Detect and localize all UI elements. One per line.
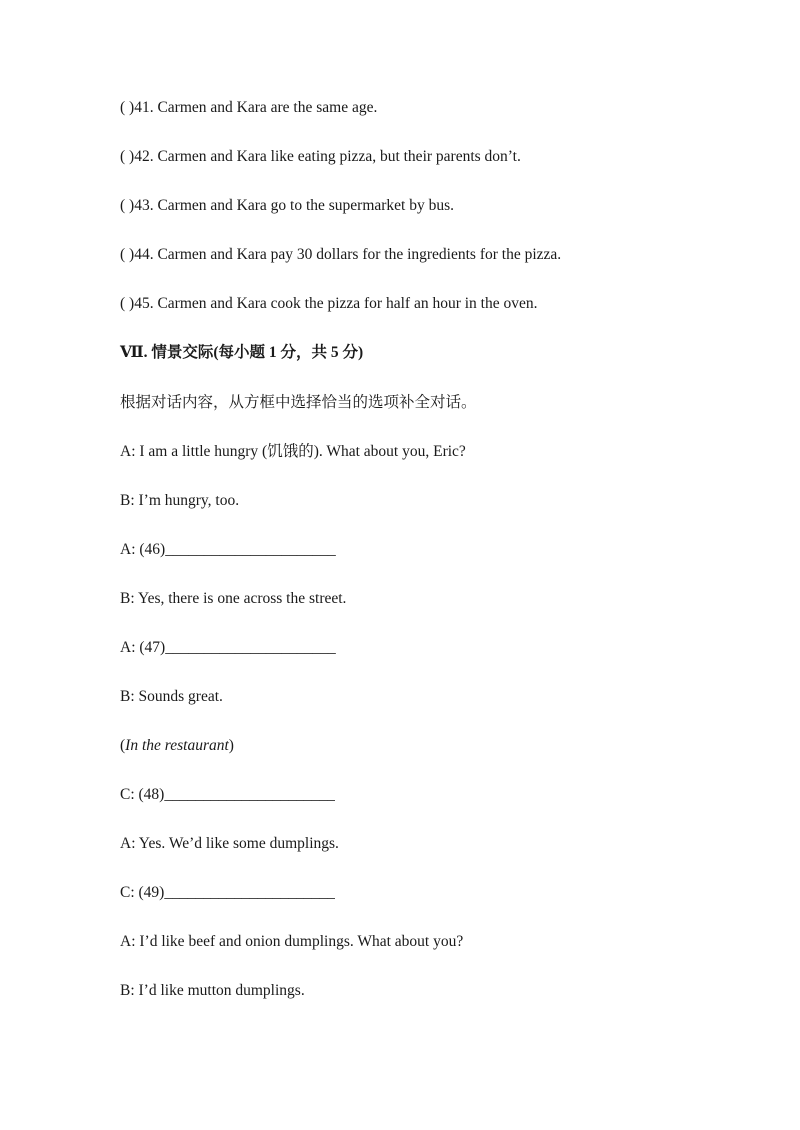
scene-open-paren: ( bbox=[120, 737, 126, 754]
question-text: Carmen and Kara pay 30 dollars for the ingredients for the pizza. bbox=[157, 246, 562, 263]
dialogue-blank-49: C: (49)______________________ bbox=[120, 884, 335, 901]
question-45 bbox=[120, 294, 537, 314]
dialogue-line-12: B: I’d like mutton dumplings. bbox=[120, 982, 305, 999]
question-text: Carmen and Kara are the same age. bbox=[157, 99, 378, 116]
section-heading: Ⅶ. 情景交际(每小题 1 分，共 5 分) bbox=[120, 344, 364, 361]
question-41 bbox=[120, 98, 377, 118]
scene-text: In the restaurant bbox=[125, 737, 229, 754]
dialogue-line-6: B: Sounds great. bbox=[120, 688, 223, 705]
answer-bracket: ( )44. bbox=[120, 246, 158, 263]
question-text: Carmen and Kara go to the supermarket by bus. bbox=[157, 197, 455, 214]
dialogue-blank-47: A: (47)______________________ bbox=[120, 639, 336, 656]
answer-bracket: ( )43. bbox=[120, 197, 158, 214]
dialogue-blank-46: A: (46)______________________ bbox=[120, 541, 336, 558]
dialogue-blank-48: C: (48)______________________ bbox=[120, 786, 335, 803]
dialogue-line-4: B: Yes, there is one across the street. bbox=[120, 590, 347, 607]
answer-bracket: ( )41. bbox=[120, 99, 158, 116]
answer-bracket: ( )42. bbox=[120, 148, 158, 165]
question-text: Carmen and Kara like eating pizza, but their parents don’t. bbox=[157, 148, 521, 165]
dialogue-line-9: A: Yes. We’d like some dumplings. bbox=[120, 835, 339, 852]
question-43 bbox=[120, 196, 454, 216]
answer-bracket: ( )45. bbox=[120, 295, 158, 312]
question-44 bbox=[120, 245, 561, 265]
dialogue-line-11: A: I’d like beef and onion dumplings. What about you? bbox=[120, 933, 464, 950]
question-text: Carmen and Kara cook the pizza for half an hour in the oven. bbox=[157, 295, 538, 312]
scene-direction bbox=[120, 736, 234, 756]
dialogue-line-2: B: I’m hungry, too. bbox=[120, 492, 240, 509]
dialogue-line-1: A: I am a little hungry (饥饿的). What about you, Eric? bbox=[120, 443, 466, 460]
scene-close-paren: ) bbox=[228, 737, 234, 754]
section-instruction: 根据对话内容，从方框中选择恰当的选项补全对话。 bbox=[120, 394, 477, 411]
question-42 bbox=[120, 147, 521, 167]
